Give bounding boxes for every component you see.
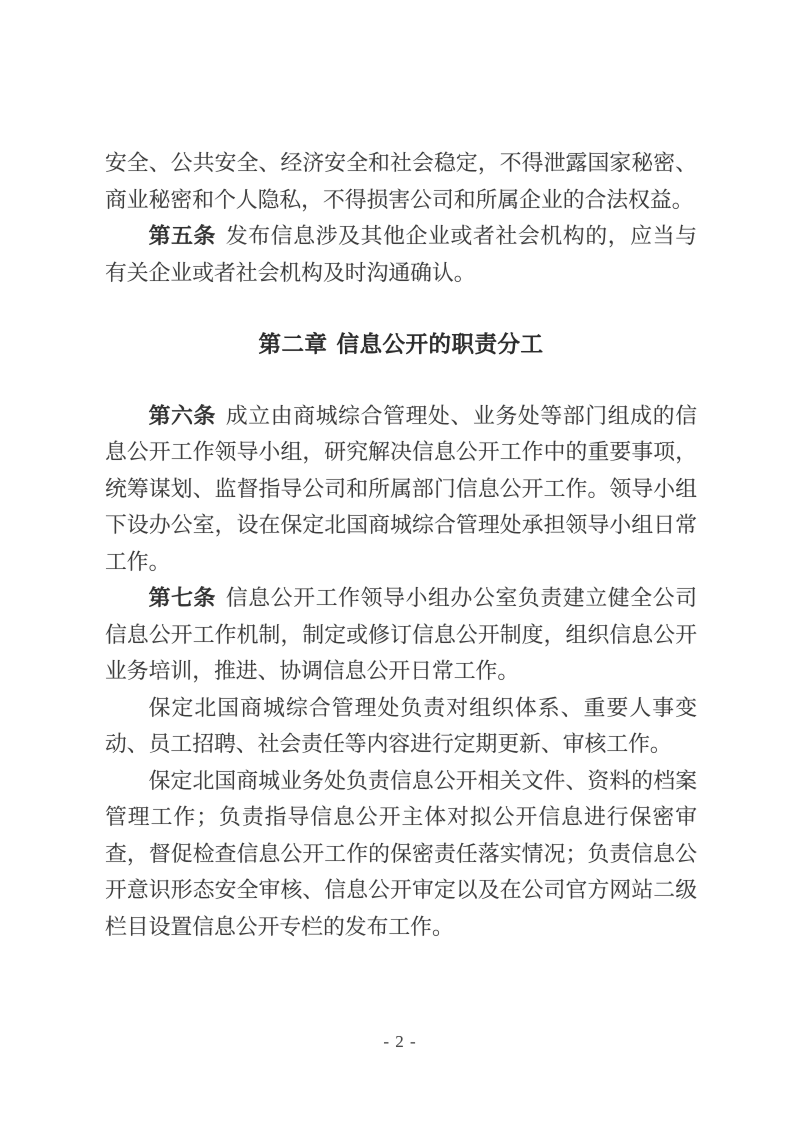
paragraph-business-office-duties: 保定北国商城业务处负责信息公开相关文件、资料的档案管理工作；负责指导信息公开主体对拟公开信息进行保密审查，督促检查信息公开工作的保密责任落实情况；负责信息公开意识形态安全审核、信息公开审定以及在公司官方网站二级栏目设置信息公开专栏的发布工作。 xyxy=(105,768,697,939)
chapter-number: 第二章 xyxy=(258,332,328,357)
paragraph-article-7 xyxy=(105,580,697,690)
chapter-title: 信息公开的职责分工 xyxy=(336,332,544,357)
paragraph-admin-office-duties: 保定北国商城综合管理处负责对组织体系、重要人事变动、员工招聘、社会责任等内容进行定期更新、审核工作。 xyxy=(105,695,697,756)
chapter-heading xyxy=(105,327,697,364)
article-5-term: 第五条 xyxy=(148,224,217,248)
article-7-text: 信息公开工作领导小组办公室负责建立健全公司信息公开工作机制，制定或修订信息公开制度，组织信息公开业务培训，推进、协调信息公开日常工作。 xyxy=(105,586,697,683)
paragraph-continuation: 安全、公共安全、经济安全和社会稳定，不得泄露国家秘密、商业秘密和个人隐私，不得损害公司和所属企业的合法权益。 xyxy=(105,151,697,212)
article-5-text: 发布信息涉及其他企业或者社会机构的，应当与有关企业或者社会机构及时沟通确认。 xyxy=(105,224,697,285)
article-7-term: 第七条 xyxy=(148,586,217,610)
paragraph-article-5 xyxy=(105,218,697,291)
paragraph-article-6 xyxy=(105,398,697,581)
article-6-text: 成立由商城综合管理处、业务处等部门组成的信息公开工作领导小组，研究解决信息公开工作中的重要事项，统筹谋划、监督指导公司和所属部门信息公开工作。领导小组下设办公室，设在保定北国商城综合管理处承担领导小组日常工作。 xyxy=(105,403,697,574)
article-6-term: 第六条 xyxy=(148,403,217,428)
document-body xyxy=(105,145,697,945)
page-number: - 2 - xyxy=(383,1032,417,1051)
